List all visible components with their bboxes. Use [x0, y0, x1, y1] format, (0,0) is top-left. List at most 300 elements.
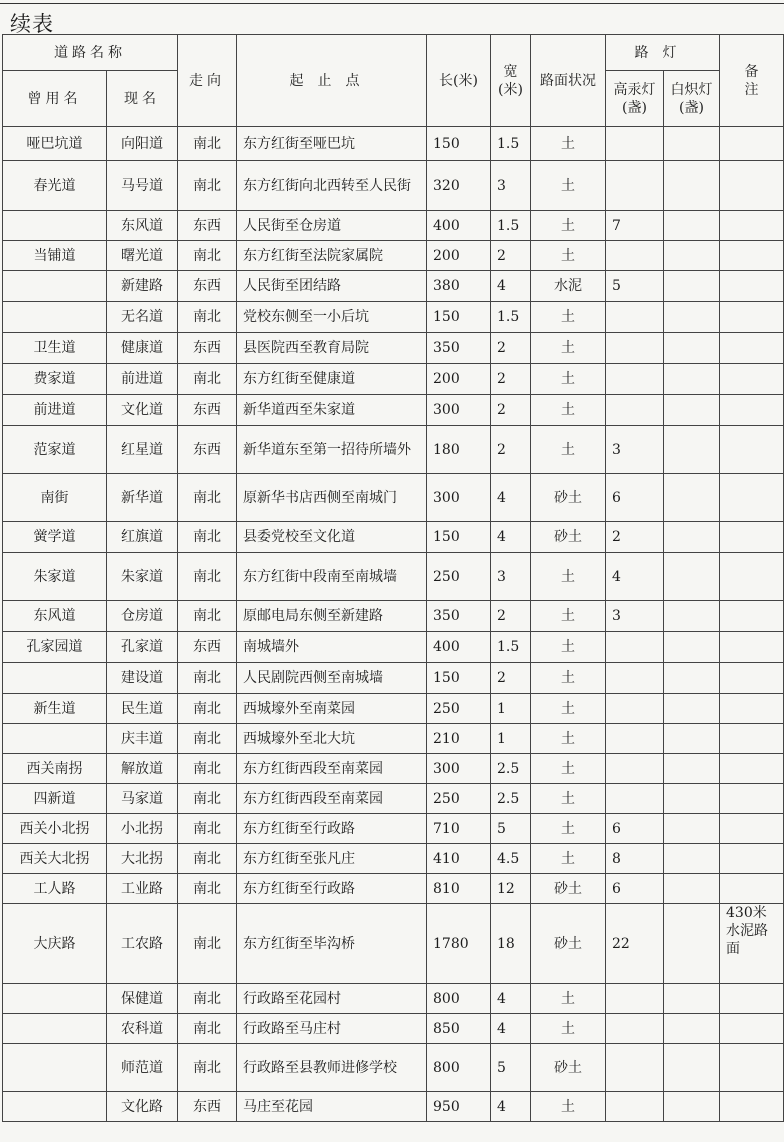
table-row — [3, 1014, 784, 1044]
cell-note — [720, 302, 784, 333]
cell-note — [720, 694, 784, 724]
header-mercury-lamp: 高汞灯(盏) — [606, 71, 664, 127]
cell-start-end: 县医院西至教育局院 — [237, 333, 427, 364]
cell-mercury-lamp: 2 — [606, 522, 664, 553]
cell-incandescent-lamp — [664, 302, 720, 333]
table-row — [3, 241, 784, 271]
cell-width: 2.5 — [491, 754, 531, 784]
cell-length: 300 — [427, 754, 491, 784]
header-start-end: 起止点 — [237, 35, 427, 127]
cell-width: 2 — [491, 364, 531, 395]
cell-surface: 土 — [531, 364, 606, 395]
cell-former-name — [3, 1014, 107, 1044]
cell-length: 350 — [427, 333, 491, 364]
cell-length: 320 — [427, 161, 491, 211]
cell-direction: 东西 — [178, 1092, 237, 1122]
cell-incandescent-lamp — [664, 663, 720, 694]
top-rule — [0, 3, 784, 4]
cell-incandescent-lamp — [664, 211, 720, 241]
cell-mercury-lamp — [606, 1014, 664, 1044]
cell-width: 5 — [491, 814, 531, 844]
cell-incandescent-lamp — [664, 1014, 720, 1044]
cell-surface: 土 — [531, 241, 606, 271]
cell-former-name: 卫生道 — [3, 333, 107, 364]
cell-incandescent-lamp — [664, 553, 720, 601]
cell-length: 150 — [427, 663, 491, 694]
cell-incandescent-lamp — [664, 814, 720, 844]
cell-incandescent-lamp — [664, 161, 720, 211]
header-incandescent-lamp: 白炽灯(盏) — [664, 71, 720, 127]
table-row — [3, 754, 784, 784]
page-title: 续表 — [10, 12, 54, 36]
cell-direction: 南北 — [178, 553, 237, 601]
table-row — [3, 553, 784, 601]
cell-incandescent-lamp — [664, 904, 720, 984]
cell-former-name: 工人路 — [3, 874, 107, 904]
cell-former-name — [3, 271, 107, 302]
cell-width: 2 — [491, 333, 531, 364]
cell-mercury-lamp — [606, 694, 664, 724]
cell-current-name: 红星道 — [107, 426, 178, 474]
cell-incandescent-lamp — [664, 333, 720, 364]
cell-start-end: 东方红街至健康道 — [237, 364, 427, 395]
cell-width: 4 — [491, 984, 531, 1014]
cell-direction: 东西 — [178, 395, 237, 426]
cell-current-name: 前进道 — [107, 364, 178, 395]
cell-current-name: 健康道 — [107, 333, 178, 364]
cell-incandescent-lamp — [664, 784, 720, 814]
cell-start-end: 人民街至团结路 — [237, 271, 427, 302]
cell-length: 350 — [427, 601, 491, 632]
cell-direction: 东西 — [178, 426, 237, 474]
table-row — [3, 127, 784, 161]
cell-former-name: 春光道 — [3, 161, 107, 211]
cell-direction: 南北 — [178, 241, 237, 271]
cell-current-name: 解放道 — [107, 754, 178, 784]
cell-current-name: 新建路 — [107, 271, 178, 302]
cell-direction: 南北 — [178, 984, 237, 1014]
cell-start-end: 东方红街西段至南菜园 — [237, 784, 427, 814]
cell-former-name: 范家道 — [3, 426, 107, 474]
cell-former-name — [3, 211, 107, 241]
cell-width: 1.5 — [491, 127, 531, 161]
table-row — [3, 271, 784, 302]
cell-surface: 砂土 — [531, 904, 606, 984]
cell-surface: 土 — [531, 127, 606, 161]
cell-start-end: 人民街至仓房道 — [237, 211, 427, 241]
cell-start-end: 东方红街至法院家属院 — [237, 241, 427, 271]
cell-width: 12 — [491, 874, 531, 904]
table-row — [3, 984, 784, 1014]
cell-mercury-lamp — [606, 663, 664, 694]
cell-direction: 南北 — [178, 601, 237, 632]
cell-note — [720, 474, 784, 522]
cell-surface: 土 — [531, 1092, 606, 1122]
header-road-name: 道路名称 — [3, 35, 178, 71]
cell-start-end: 行政路至马庄村 — [237, 1014, 427, 1044]
cell-surface: 土 — [531, 1014, 606, 1044]
cell-mercury-lamp — [606, 333, 664, 364]
cell-incandescent-lamp — [664, 694, 720, 724]
table-row — [3, 784, 784, 814]
cell-start-end: 东方红街至行政路 — [237, 814, 427, 844]
cell-incandescent-lamp — [664, 844, 720, 874]
cell-length: 300 — [427, 474, 491, 522]
cell-start-end: 人民剧院西侧至南城墙 — [237, 663, 427, 694]
table-row — [3, 161, 784, 211]
cell-current-name: 朱家道 — [107, 553, 178, 601]
cell-direction: 东西 — [178, 211, 237, 241]
cell-start-end: 县委党校至文化道 — [237, 522, 427, 553]
cell-former-name — [3, 984, 107, 1014]
cell-width: 4 — [491, 474, 531, 522]
cell-start-end: 马庄至花园 — [237, 1092, 427, 1122]
cell-direction: 南北 — [178, 754, 237, 784]
cell-start-end: 东方红街至行政路 — [237, 874, 427, 904]
cell-incandescent-lamp — [664, 632, 720, 663]
cell-surface: 土 — [531, 694, 606, 724]
cell-width: 1 — [491, 724, 531, 754]
cell-direction: 南北 — [178, 844, 237, 874]
cell-start-end: 行政路至花园村 — [237, 984, 427, 1014]
cell-mercury-lamp: 3 — [606, 426, 664, 474]
cell-width: 4.5 — [491, 844, 531, 874]
cell-incandescent-lamp — [664, 241, 720, 271]
cell-length: 400 — [427, 632, 491, 663]
cell-surface: 土 — [531, 333, 606, 364]
cell-current-name: 小北拐 — [107, 814, 178, 844]
cell-direction: 南北 — [178, 663, 237, 694]
cell-current-name: 师范道 — [107, 1044, 178, 1092]
cell-direction: 南北 — [178, 302, 237, 333]
cell-current-name: 工业路 — [107, 874, 178, 904]
cell-mercury-lamp — [606, 395, 664, 426]
cell-current-name: 工农路 — [107, 904, 178, 984]
cell-note — [720, 127, 784, 161]
table-row — [3, 632, 784, 663]
cell-former-name — [3, 724, 107, 754]
table-row — [3, 1092, 784, 1122]
cell-length: 150 — [427, 302, 491, 333]
cell-surface: 土 — [531, 161, 606, 211]
cell-note — [720, 784, 784, 814]
cell-surface: 土 — [531, 784, 606, 814]
cell-surface: 土 — [531, 724, 606, 754]
table-row — [3, 474, 784, 522]
cell-direction: 南北 — [178, 874, 237, 904]
cell-direction: 南北 — [178, 724, 237, 754]
cell-start-end: 党校东侧至一小后坑 — [237, 302, 427, 333]
cell-length: 250 — [427, 553, 491, 601]
cell-surface: 砂土 — [531, 1044, 606, 1092]
table-row — [3, 211, 784, 241]
cell-former-name: 四新道 — [3, 784, 107, 814]
cell-direction: 南北 — [178, 127, 237, 161]
cell-length: 200 — [427, 364, 491, 395]
cell-length: 1780 — [427, 904, 491, 984]
cell-start-end: 西城壕外至北大坑 — [237, 724, 427, 754]
cell-incandescent-lamp — [664, 127, 720, 161]
header-note: 备注 — [720, 35, 784, 127]
cell-current-name: 新华道 — [107, 474, 178, 522]
cell-note — [720, 426, 784, 474]
cell-incandescent-lamp — [664, 395, 720, 426]
cell-incandescent-lamp — [664, 364, 720, 395]
cell-length: 950 — [427, 1092, 491, 1122]
header-length: 长(米) — [427, 35, 491, 127]
cell-length: 250 — [427, 784, 491, 814]
cell-former-name: 当铺道 — [3, 241, 107, 271]
cell-mercury-lamp: 22 — [606, 904, 664, 984]
cell-note — [720, 522, 784, 553]
cell-start-end: 新华道东至第一招待所墙外 — [237, 426, 427, 474]
cell-direction: 南北 — [178, 814, 237, 844]
cell-start-end: 东方红街中段南至南城墙 — [237, 553, 427, 601]
cell-width: 2 — [491, 241, 531, 271]
cell-mercury-lamp — [606, 241, 664, 271]
cell-current-name: 孔家道 — [107, 632, 178, 663]
cell-note — [720, 754, 784, 784]
cell-width: 18 — [491, 904, 531, 984]
cell-former-name: 费家道 — [3, 364, 107, 395]
cell-start-end: 南城墙外 — [237, 632, 427, 663]
cell-direction: 南北 — [178, 904, 237, 984]
cell-note — [720, 395, 784, 426]
cell-former-name: 哑巴坑道 — [3, 127, 107, 161]
cell-incandescent-lamp — [664, 1092, 720, 1122]
cell-width: 1.5 — [491, 211, 531, 241]
cell-note — [720, 814, 784, 844]
cell-length: 380 — [427, 271, 491, 302]
cell-former-name: 前进道 — [3, 395, 107, 426]
cell-surface: 土 — [531, 844, 606, 874]
table-row — [3, 395, 784, 426]
cell-note: 430米水泥路面 — [720, 904, 784, 984]
table-row — [3, 364, 784, 395]
cell-width: 4 — [491, 271, 531, 302]
cell-former-name: 大庆路 — [3, 904, 107, 984]
cell-current-name: 东风道 — [107, 211, 178, 241]
cell-mercury-lamp — [606, 364, 664, 395]
cell-mercury-lamp: 4 — [606, 553, 664, 601]
cell-former-name: 黉学道 — [3, 522, 107, 553]
cell-surface: 土 — [531, 754, 606, 784]
cell-note — [720, 211, 784, 241]
header-former-name: 曾用名 — [3, 71, 107, 127]
cell-current-name: 曙光道 — [107, 241, 178, 271]
cell-current-name: 保健道 — [107, 984, 178, 1014]
cell-former-name: 新生道 — [3, 694, 107, 724]
cell-width: 4 — [491, 1092, 531, 1122]
cell-current-name: 庆丰道 — [107, 724, 178, 754]
cell-length: 400 — [427, 211, 491, 241]
cell-surface: 土 — [531, 632, 606, 663]
cell-current-name: 农科道 — [107, 1014, 178, 1044]
table-row — [3, 724, 784, 754]
cell-direction: 南北 — [178, 364, 237, 395]
cell-start-end: 西城壕外至南菜园 — [237, 694, 427, 724]
cell-direction: 南北 — [178, 1014, 237, 1044]
cell-surface: 土 — [531, 211, 606, 241]
cell-surface: 土 — [531, 395, 606, 426]
cell-width: 3 — [491, 161, 531, 211]
cell-former-name: 西关小北拐 — [3, 814, 107, 844]
cell-width: 1.5 — [491, 302, 531, 333]
header-width: 宽(米) — [491, 35, 531, 127]
cell-surface: 水泥 — [531, 271, 606, 302]
table-row — [3, 522, 784, 553]
cell-mercury-lamp: 7 — [606, 211, 664, 241]
cell-former-name — [3, 1092, 107, 1122]
cell-width: 1.5 — [491, 632, 531, 663]
cell-width: 2 — [491, 663, 531, 694]
cell-current-name: 红旗道 — [107, 522, 178, 553]
cell-length: 150 — [427, 127, 491, 161]
cell-incandescent-lamp — [664, 601, 720, 632]
cell-former-name — [3, 302, 107, 333]
cell-incandescent-lamp — [664, 754, 720, 784]
cell-mercury-lamp: 5 — [606, 271, 664, 302]
cell-length: 850 — [427, 1014, 491, 1044]
cell-width: 3 — [491, 553, 531, 601]
cell-direction: 东西 — [178, 333, 237, 364]
cell-length: 210 — [427, 724, 491, 754]
cell-incandescent-lamp — [664, 874, 720, 904]
table-row — [3, 426, 784, 474]
cell-length: 300 — [427, 395, 491, 426]
cell-width: 2 — [491, 601, 531, 632]
header-surface: 路面状况 — [531, 35, 606, 127]
cell-current-name: 马家道 — [107, 784, 178, 814]
cell-surface: 砂土 — [531, 874, 606, 904]
cell-incandescent-lamp — [664, 984, 720, 1014]
table-row — [3, 601, 784, 632]
road-table — [2, 34, 784, 1122]
cell-former-name: 南街 — [3, 474, 107, 522]
cell-mercury-lamp: 6 — [606, 874, 664, 904]
cell-start-end: 原邮电局东侧至新建路 — [237, 601, 427, 632]
cell-note — [720, 241, 784, 271]
cell-surface: 土 — [531, 984, 606, 1014]
cell-mercury-lamp: 3 — [606, 601, 664, 632]
table-row — [3, 844, 784, 874]
cell-note — [720, 161, 784, 211]
table-row — [3, 904, 784, 984]
cell-width: 4 — [491, 522, 531, 553]
cell-mercury-lamp — [606, 161, 664, 211]
cell-start-end: 东方红街向北西转至人民街 — [237, 161, 427, 211]
cell-former-name — [3, 1044, 107, 1092]
cell-surface: 土 — [531, 601, 606, 632]
header-current-name: 现名 — [107, 71, 178, 127]
cell-mercury-lamp — [606, 724, 664, 754]
cell-direction: 南北 — [178, 474, 237, 522]
cell-mercury-lamp — [606, 302, 664, 333]
cell-note — [720, 553, 784, 601]
cell-note — [720, 663, 784, 694]
cell-start-end: 原新华书店西侧至南城门 — [237, 474, 427, 522]
cell-current-name: 大北拐 — [107, 844, 178, 874]
cell-former-name: 孔家园道 — [3, 632, 107, 663]
cell-incandescent-lamp — [664, 271, 720, 302]
cell-width: 2.5 — [491, 784, 531, 814]
cell-incandescent-lamp — [664, 474, 720, 522]
cell-note — [720, 724, 784, 754]
cell-mercury-lamp — [606, 984, 664, 1014]
cell-note — [720, 1044, 784, 1092]
cell-length: 800 — [427, 1044, 491, 1092]
cell-length: 800 — [427, 984, 491, 1014]
cell-incandescent-lamp — [664, 426, 720, 474]
cell-current-name: 无名道 — [107, 302, 178, 333]
cell-length: 410 — [427, 844, 491, 874]
cell-direction: 东西 — [178, 271, 237, 302]
cell-note — [720, 271, 784, 302]
cell-former-name: 朱家道 — [3, 553, 107, 601]
cell-note — [720, 333, 784, 364]
cell-incandescent-lamp — [664, 1044, 720, 1092]
header-direction: 走向 — [178, 35, 237, 127]
cell-former-name — [3, 663, 107, 694]
cell-length: 710 — [427, 814, 491, 844]
cell-start-end: 东方红街至张凡庄 — [237, 844, 427, 874]
cell-former-name: 西关大北拐 — [3, 844, 107, 874]
cell-incandescent-lamp — [664, 522, 720, 553]
cell-current-name: 建设道 — [107, 663, 178, 694]
cell-width: 1 — [491, 694, 531, 724]
cell-note — [720, 844, 784, 874]
cell-surface: 土 — [531, 814, 606, 844]
cell-mercury-lamp — [606, 784, 664, 814]
table-row — [3, 302, 784, 333]
cell-note — [720, 364, 784, 395]
cell-direction: 南北 — [178, 784, 237, 814]
cell-note — [720, 984, 784, 1014]
cell-note — [720, 874, 784, 904]
cell-former-name: 东风道 — [3, 601, 107, 632]
cell-current-name: 民生道 — [107, 694, 178, 724]
cell-mercury-lamp — [606, 127, 664, 161]
cell-length: 180 — [427, 426, 491, 474]
cell-current-name: 文化道 — [107, 395, 178, 426]
cell-width: 5 — [491, 1044, 531, 1092]
cell-length: 150 — [427, 522, 491, 553]
cell-mercury-lamp — [606, 1092, 664, 1122]
cell-surface: 土 — [531, 302, 606, 333]
cell-direction: 南北 — [178, 1044, 237, 1092]
cell-direction: 东西 — [178, 632, 237, 663]
cell-width: 2 — [491, 395, 531, 426]
cell-incandescent-lamp — [664, 724, 720, 754]
header-street-lamp: 路灯 — [606, 35, 720, 71]
cell-direction: 南北 — [178, 161, 237, 211]
cell-surface: 土 — [531, 426, 606, 474]
table-row — [3, 814, 784, 844]
cell-former-name: 西关南拐 — [3, 754, 107, 784]
cell-mercury-lamp: 6 — [606, 474, 664, 522]
table-row — [3, 694, 784, 724]
cell-width: 4 — [491, 1014, 531, 1044]
cell-current-name: 马号道 — [107, 161, 178, 211]
cell-start-end: 行政路至县教师进修学校 — [237, 1044, 427, 1092]
cell-surface: 砂土 — [531, 474, 606, 522]
cell-note — [720, 632, 784, 663]
table-row — [3, 663, 784, 694]
cell-current-name: 仓房道 — [107, 601, 178, 632]
cell-direction: 南北 — [178, 522, 237, 553]
cell-start-end: 东方红街至哑巴坑 — [237, 127, 427, 161]
cell-length: 250 — [427, 694, 491, 724]
